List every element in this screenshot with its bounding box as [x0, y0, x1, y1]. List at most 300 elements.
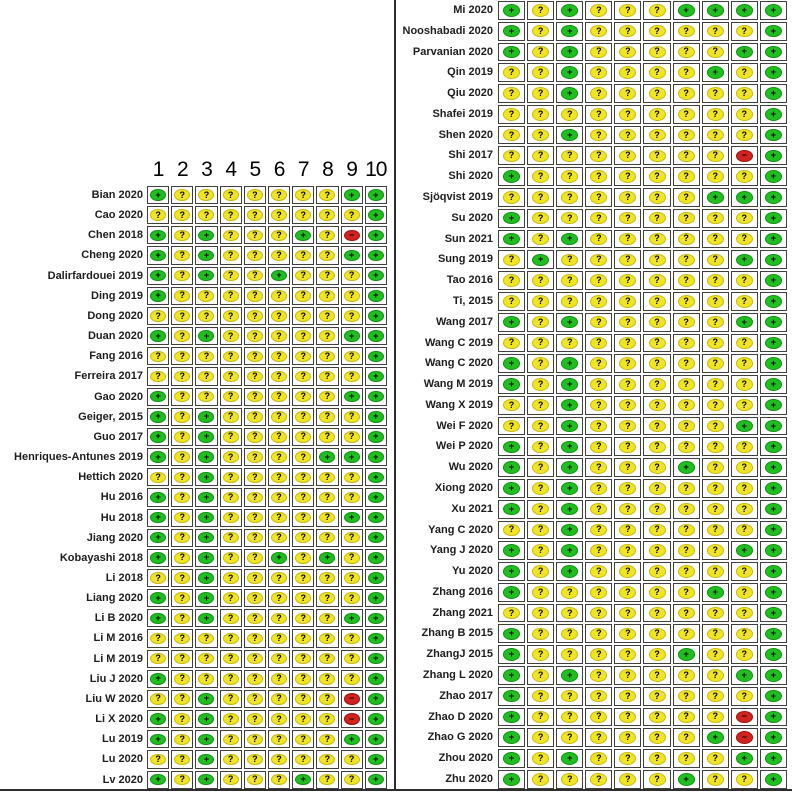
unclear-risk-question-icon: ? — [532, 773, 549, 786]
unclear-risk-question-icon: ? — [561, 212, 578, 225]
low-risk-plus-icon: + — [678, 461, 695, 474]
unclear-risk-question-icon: ? — [295, 572, 311, 584]
unclear-risk-question-icon: ? — [271, 290, 287, 302]
study-row — [396, 644, 788, 665]
cell-box — [556, 770, 583, 789]
cell-box — [760, 728, 787, 747]
cell-box — [365, 206, 387, 224]
cell-box — [614, 521, 641, 540]
cell-box — [585, 458, 612, 477]
rating-cell — [672, 21, 701, 42]
rating-cell — [243, 669, 267, 689]
unclear-risk-question-icon: ? — [532, 628, 549, 641]
cell-box — [614, 583, 641, 602]
rating-cell — [759, 166, 788, 187]
low-risk-plus-icon: + — [765, 524, 782, 537]
rating-cell — [642, 83, 671, 104]
cell-box — [268, 771, 290, 789]
unclear-risk-question-icon: ? — [619, 212, 636, 225]
rating-cell — [613, 229, 642, 250]
rating-cell — [730, 62, 759, 83]
unclear-risk-question-icon: ? — [174, 290, 190, 302]
rating-cell — [759, 436, 788, 457]
rating-cell — [701, 416, 730, 437]
cell-box — [220, 569, 242, 587]
study-row — [0, 366, 388, 386]
rating-cell — [219, 266, 243, 286]
rating-cell — [759, 187, 788, 208]
cell-box — [268, 529, 290, 547]
cell-box — [341, 589, 363, 607]
unclear-risk-question-icon: ? — [590, 66, 607, 79]
cell-box — [147, 750, 169, 768]
rating-cell — [364, 508, 388, 528]
cell-box — [673, 479, 700, 498]
cell-box — [527, 43, 554, 62]
low-risk-plus-icon: + — [765, 773, 782, 786]
cell-box — [292, 206, 314, 224]
rating-cell — [759, 727, 788, 748]
rating-cell — [613, 561, 642, 582]
cell-box — [731, 271, 758, 290]
low-risk-plus-icon: + — [368, 633, 384, 645]
rating-cell — [701, 665, 730, 686]
cell-box — [731, 250, 758, 269]
rating-cell — [291, 447, 315, 467]
unclear-risk-question-icon: ? — [223, 290, 239, 302]
rating-cell — [194, 649, 218, 669]
study-row — [396, 42, 788, 63]
cell-box — [195, 287, 217, 305]
rating-cell — [701, 229, 730, 250]
rating-cell — [364, 568, 388, 588]
low-risk-plus-icon: + — [707, 191, 724, 204]
rating-cell — [170, 528, 194, 548]
unclear-risk-question-icon: ? — [619, 66, 636, 79]
cell-box — [527, 230, 554, 249]
unclear-risk-question-icon: ? — [736, 628, 753, 641]
cell-box — [614, 209, 641, 228]
unclear-risk-question-icon: ? — [247, 230, 263, 242]
unclear-risk-question-icon: ? — [271, 592, 287, 604]
cell-box — [292, 327, 314, 345]
low-risk-plus-icon: + — [765, 254, 782, 267]
rating-cell — [730, 748, 759, 769]
study-label: Geiger, 2015 — [78, 410, 143, 423]
rating-cell — [613, 374, 642, 395]
rating-cell — [194, 366, 218, 386]
cell-box — [760, 500, 787, 519]
low-risk-plus-icon: + — [561, 503, 578, 516]
cell-box — [585, 146, 612, 165]
rating-cell — [340, 447, 364, 467]
low-risk-plus-icon: + — [344, 734, 360, 746]
study-row — [396, 229, 788, 250]
unclear-risk-question-icon: ? — [247, 592, 263, 604]
rating-cell — [194, 266, 218, 286]
rating-cell — [584, 125, 613, 146]
study-row — [396, 333, 788, 354]
rating-cell — [759, 623, 788, 644]
rating-cells — [497, 125, 788, 146]
unclear-risk-question-icon: ? — [247, 472, 263, 484]
cell-box — [244, 448, 266, 466]
low-risk-plus-icon: + — [344, 330, 360, 342]
cell-box — [673, 583, 700, 602]
low-risk-plus-icon: + — [150, 492, 166, 504]
rating-cells — [146, 548, 388, 568]
rating-cell — [701, 561, 730, 582]
low-risk-plus-icon: + — [503, 233, 520, 246]
cell-box — [268, 609, 290, 627]
cell-box — [341, 186, 363, 204]
rating-cell — [672, 187, 701, 208]
rating-cell — [701, 145, 730, 166]
study-label: Xiong 2020 — [434, 481, 493, 494]
low-risk-plus-icon: + — [561, 565, 578, 578]
low-risk-plus-icon: + — [150, 330, 166, 342]
cell-box — [585, 479, 612, 498]
rating-cell — [194, 749, 218, 769]
rating-cell — [497, 665, 526, 686]
rating-cell — [526, 540, 555, 561]
unclear-risk-question-icon: ? — [344, 774, 360, 786]
cell-box — [498, 84, 525, 103]
cell-box — [643, 437, 670, 456]
unclear-risk-question-icon: ? — [736, 108, 753, 121]
unclear-risk-question-icon: ? — [174, 774, 190, 786]
unclear-risk-question-icon: ? — [174, 391, 190, 403]
rating-cell — [291, 205, 315, 225]
unclear-risk-question-icon: ? — [678, 46, 695, 59]
cell-box — [316, 730, 338, 748]
cell-box — [527, 708, 554, 727]
cell-box — [643, 749, 670, 768]
rating-cells — [497, 499, 788, 520]
low-risk-plus-icon: + — [765, 87, 782, 100]
cell-box — [760, 521, 787, 540]
cell-box — [702, 105, 729, 124]
cell-box — [244, 206, 266, 224]
unclear-risk-question-icon: ? — [247, 371, 263, 383]
rating-cell — [291, 266, 315, 286]
rating-cell — [497, 291, 526, 312]
low-risk-plus-icon: + — [503, 648, 520, 661]
unclear-risk-question-icon: ? — [532, 316, 549, 329]
cell-box — [244, 367, 266, 385]
low-risk-plus-icon: + — [503, 170, 520, 183]
rating-cell — [340, 608, 364, 628]
low-risk-plus-icon: + — [561, 25, 578, 38]
rating-cells — [497, 291, 788, 312]
unclear-risk-question-icon: ? — [174, 693, 190, 705]
rating-cell — [267, 628, 291, 648]
unclear-risk-question-icon: ? — [223, 633, 239, 645]
rating-cells — [497, 395, 788, 416]
cell-box — [527, 63, 554, 82]
rating-cell — [291, 528, 315, 548]
unclear-risk-question-icon: ? — [736, 648, 753, 661]
rating-cell — [497, 748, 526, 769]
rating-cell — [267, 225, 291, 245]
rating-cell — [759, 395, 788, 416]
cell-box — [341, 529, 363, 547]
cell-box — [195, 509, 217, 527]
cell-box — [643, 521, 670, 540]
rating-cell — [340, 669, 364, 689]
cell-box — [316, 509, 338, 527]
cell-box — [760, 479, 787, 498]
rating-cell — [340, 245, 364, 265]
rating-cell — [170, 770, 194, 790]
rating-cell — [672, 353, 701, 374]
rating-cell — [497, 478, 526, 499]
unclear-risk-question-icon: ? — [223, 532, 239, 544]
unclear-risk-question-icon: ? — [619, 420, 636, 433]
rating-cells — [497, 62, 788, 83]
rating-cell — [759, 21, 788, 42]
unclear-risk-question-icon: ? — [503, 295, 520, 308]
cell-box — [195, 629, 217, 647]
study-row — [396, 21, 788, 42]
cell-box — [316, 186, 338, 204]
rating-cell — [730, 623, 759, 644]
cell-box — [341, 448, 363, 466]
cell-box — [731, 521, 758, 540]
unclear-risk-question-icon: ? — [561, 108, 578, 121]
unclear-risk-question-icon: ? — [561, 191, 578, 204]
rating-cell — [170, 447, 194, 467]
cell-box — [220, 670, 242, 688]
cell-box — [292, 287, 314, 305]
rating-cell — [672, 395, 701, 416]
rating-cell — [613, 0, 642, 21]
unclear-risk-question-icon: ? — [319, 371, 335, 383]
rating-cell — [555, 457, 584, 478]
cell-box — [731, 292, 758, 311]
cell-box — [498, 437, 525, 456]
unclear-risk-question-icon: ? — [619, 129, 636, 142]
rating-cell — [759, 561, 788, 582]
cell-box — [195, 226, 217, 244]
low-risk-plus-icon: + — [198, 592, 214, 604]
rating-cell — [584, 520, 613, 541]
rating-cell — [291, 628, 315, 648]
rating-cell — [194, 729, 218, 749]
rating-cell — [526, 21, 555, 42]
cell-box — [702, 230, 729, 249]
low-risk-plus-icon: + — [503, 586, 520, 599]
rating-cell — [219, 588, 243, 608]
cell-box — [614, 84, 641, 103]
cell-box — [244, 670, 266, 688]
study-label: Wang C 2020 — [424, 357, 493, 370]
low-risk-plus-icon: + — [561, 399, 578, 412]
cell-box — [341, 509, 363, 527]
rating-cell — [730, 561, 759, 582]
rating-cell — [642, 333, 671, 354]
rating-cell — [555, 665, 584, 686]
unclear-risk-question-icon: ? — [678, 357, 695, 370]
rating-cells — [146, 225, 388, 245]
cell-box — [171, 448, 193, 466]
unclear-risk-question-icon: ? — [150, 310, 166, 322]
rating-cell — [701, 187, 730, 208]
study-label: Sung 2019 — [437, 253, 493, 266]
cell-box — [556, 583, 583, 602]
rating-cell — [642, 291, 671, 312]
study-label: Zhao D 2020 — [428, 710, 493, 723]
cell-box — [760, 624, 787, 643]
cell-box — [673, 354, 700, 373]
cell-box — [702, 146, 729, 165]
rating-cells — [497, 457, 788, 478]
low-risk-plus-icon: + — [765, 544, 782, 557]
rating-cell — [584, 478, 613, 499]
cell-box — [585, 770, 612, 789]
cell-box — [614, 562, 641, 581]
unclear-risk-question-icon: ? — [590, 150, 607, 163]
cell-box — [498, 728, 525, 747]
low-risk-plus-icon: + — [368, 330, 384, 342]
unclear-risk-question-icon: ? — [344, 270, 360, 282]
low-risk-plus-icon: + — [503, 378, 520, 391]
cell-box — [643, 146, 670, 165]
rating-cell — [219, 568, 243, 588]
unclear-risk-question-icon: ? — [247, 653, 263, 665]
cell-box — [643, 728, 670, 747]
cell-box — [760, 22, 787, 41]
rating-cell — [672, 312, 701, 333]
unclear-risk-question-icon: ? — [271, 713, 287, 725]
rating-cell — [146, 205, 170, 225]
study-label: Wu 2020 — [448, 461, 493, 474]
cell-box — [220, 267, 242, 285]
cell-box — [292, 468, 314, 486]
unclear-risk-question-icon: ? — [319, 431, 335, 443]
cell-box — [614, 167, 641, 186]
unclear-risk-question-icon: ? — [532, 503, 549, 516]
low-risk-plus-icon: + — [736, 669, 753, 682]
cell-box — [527, 500, 554, 519]
cell-box — [341, 650, 363, 668]
cell-box — [147, 609, 169, 627]
unclear-risk-question-icon: ? — [223, 754, 239, 766]
column-header: 9 — [346, 158, 357, 181]
rating-cells — [497, 145, 788, 166]
rating-cells — [497, 561, 788, 582]
cell-box — [731, 624, 758, 643]
rating-cell — [672, 249, 701, 270]
unclear-risk-question-icon: ? — [678, 233, 695, 246]
rating-cell — [672, 416, 701, 437]
cell-box — [171, 367, 193, 385]
rating-cell — [672, 83, 701, 104]
rating-cell — [584, 727, 613, 748]
rating-cells — [497, 748, 788, 769]
rating-cells — [146, 528, 388, 548]
cell-box — [244, 307, 266, 325]
rating-cell — [243, 225, 267, 245]
cell-box — [147, 468, 169, 486]
cell-box — [643, 624, 670, 643]
study-row — [396, 312, 788, 333]
rating-cell — [613, 499, 642, 520]
unclear-risk-question-icon: ? — [319, 472, 335, 484]
study-row — [396, 665, 788, 686]
rating-cell — [194, 689, 218, 709]
unclear-risk-question-icon: ? — [590, 752, 607, 765]
rating-cell — [672, 333, 701, 354]
unclear-risk-question-icon: ? — [649, 399, 666, 412]
rating-cell — [315, 266, 339, 286]
cell-box — [195, 327, 217, 345]
cell-box — [195, 609, 217, 627]
rating-cell — [315, 608, 339, 628]
rating-cell — [340, 749, 364, 769]
low-risk-plus-icon: + — [368, 270, 384, 282]
cell-box — [673, 500, 700, 519]
rating-cell — [642, 478, 671, 499]
unclear-risk-question-icon: ? — [174, 592, 190, 604]
rating-cell — [194, 205, 218, 225]
unclear-risk-question-icon: ? — [532, 461, 549, 474]
rating-cell — [170, 749, 194, 769]
rating-cells — [146, 568, 388, 588]
unclear-risk-question-icon: ? — [619, 170, 636, 183]
study-label: Lu 2020 — [102, 753, 143, 766]
low-risk-plus-icon: + — [765, 170, 782, 183]
unclear-risk-question-icon: ? — [532, 586, 549, 599]
unclear-risk-question-icon: ? — [503, 108, 520, 121]
rating-cell — [526, 374, 555, 395]
cell-box — [614, 63, 641, 82]
rating-cell — [364, 729, 388, 749]
low-risk-plus-icon: + — [150, 774, 166, 786]
unclear-risk-question-icon: ? — [295, 451, 311, 463]
unclear-risk-question-icon: ? — [649, 441, 666, 454]
cell-box — [220, 408, 242, 426]
cell-box — [760, 562, 787, 581]
cell-box — [341, 629, 363, 647]
unclear-risk-question-icon: ? — [590, 773, 607, 786]
rating-cell — [194, 669, 218, 689]
cell-box — [220, 327, 242, 345]
rating-cell — [672, 769, 701, 790]
cell-box — [556, 43, 583, 62]
cell-box — [220, 388, 242, 406]
low-risk-plus-icon: + — [503, 4, 520, 17]
unclear-risk-question-icon: ? — [619, 316, 636, 329]
rating-cell — [642, 208, 671, 229]
rating-cell — [146, 387, 170, 407]
cell-box — [760, 354, 787, 373]
study-row — [396, 291, 788, 312]
rating-cells — [146, 649, 388, 669]
cell-box — [673, 167, 700, 186]
rating-cell — [146, 669, 170, 689]
low-risk-plus-icon: + — [765, 441, 782, 454]
unclear-risk-question-icon: ? — [707, 524, 724, 537]
rating-cell — [497, 374, 526, 395]
rating-cell — [555, 83, 584, 104]
unclear-risk-question-icon: ? — [247, 209, 263, 221]
cell-box — [702, 209, 729, 228]
cell-box — [760, 583, 787, 602]
rating-cell — [642, 395, 671, 416]
unclear-risk-question-icon: ? — [561, 731, 578, 744]
rating-cell — [526, 62, 555, 83]
